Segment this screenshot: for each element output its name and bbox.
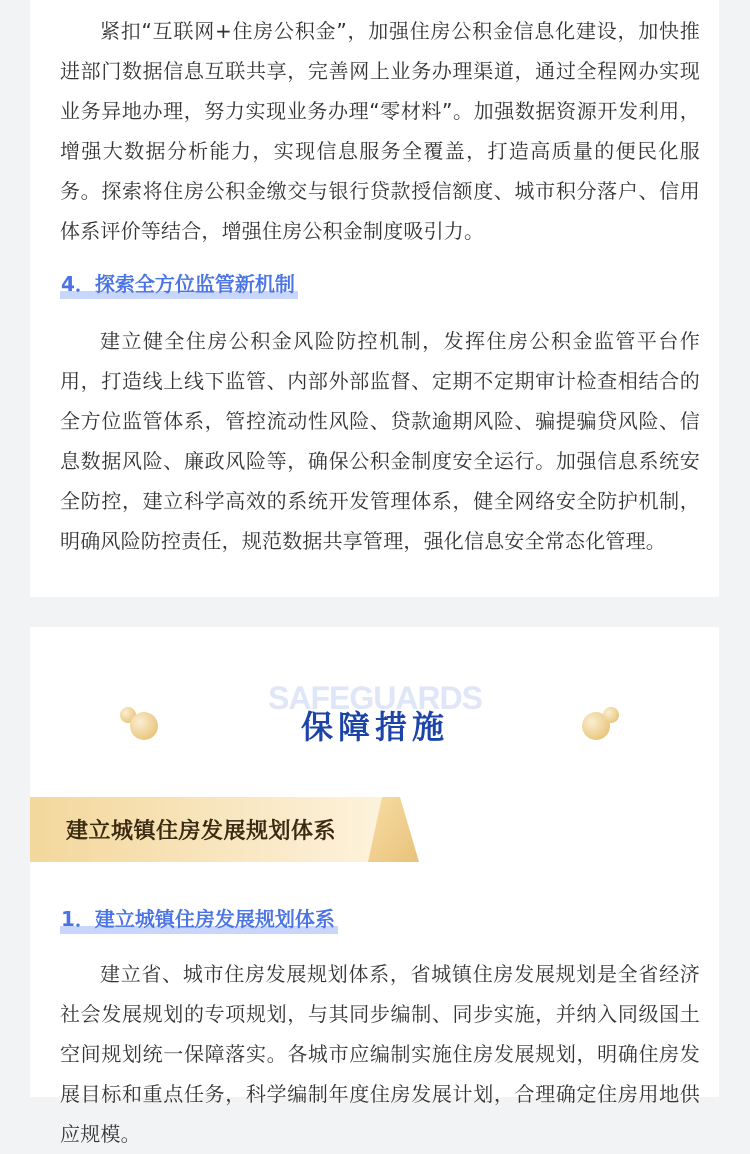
paragraph-risk-control: 建立健全住房公积金风险防控机制，发挥住房公积金监管平台作用，打造线上线下监管、内部外部监督、定期不定期审计检查相结合的全方位监管体系，管控流动性风险、贷款逾期风险、骗提骗贷风险、信息数据风险、廉政风险等，确保公积金制度安全运行。加强信息系统安全防控，建立科学高效的系统开发管理体系，健全网络安全防护机制，明确风险防控责任，规范数据共享管理，强化信息安全常态化管理。 [60, 329, 700, 553]
subheading-planning-system: 1．建立城镇住房发展规划体系 [60, 904, 338, 934]
content-card-bottom [30, 627, 719, 1146]
section-banner [205, 680, 545, 750]
banner-title: 保障措施 [300, 708, 449, 746]
paragraph-planning-system: 建立省、城市住房发展规划体系，省城镇住房发展规划是全省经济社会发展规划的专项规划，与其同步编制、同步实施，并纳入同级国土空间规划统一保障落实。各城市应编制实施住房发展规划，明确住房发展目标和重点任务，科学编制年度住房发展计划，合理确定住房用地供应规模。 [60, 962, 700, 1146]
banner-english-watermark: SAFEGUARDS [267, 680, 482, 716]
content-card-top [30, 0, 719, 597]
decorative-dots-right-icon [578, 705, 622, 745]
section-title: 建立城镇住房发展规划体系 [66, 819, 337, 844]
decorative-dots-left-icon [118, 705, 162, 745]
paragraph-digital-services: 紧扣“互联网+住房公积金”，加强住房公积金信息化建设，加快推进部门数据信息互联共享，完善网上业务办理渠道，通过全程网办实现业务异地办理，努力实现业务办理“零材料”。加强数据资源开发利用，增强大数据分析能力，实现信息服务全覆盖，打造高质量的便民化服务。探索将住房公积金缴交与银行贷款授信额度、城市积分落户、信用体系评价等结合，增强住房公积金制度吸引力。 [60, 19, 700, 243]
subheading-supervision: 4．探索全方位监管新机制 [60, 269, 298, 299]
section-title-bar [30, 797, 420, 862]
